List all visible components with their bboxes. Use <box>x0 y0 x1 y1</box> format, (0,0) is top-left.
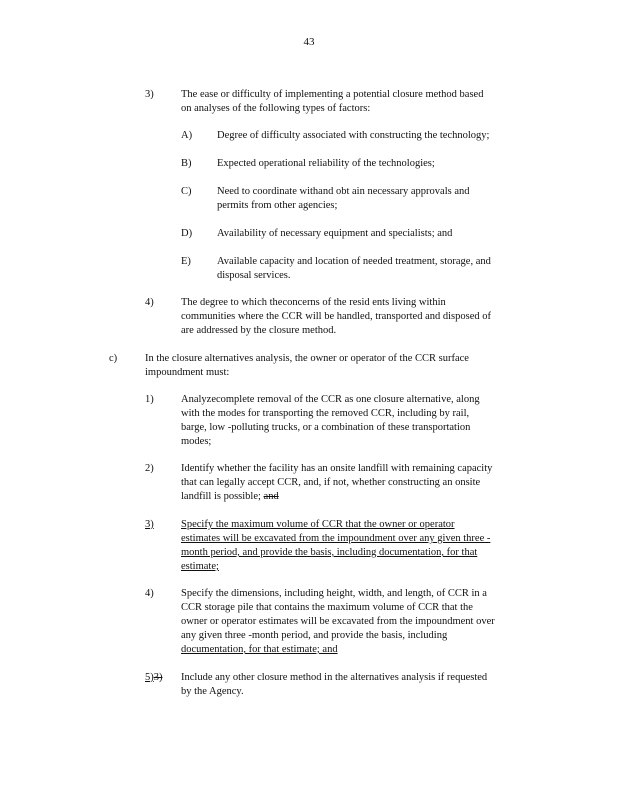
factor-item-C <box>181 185 541 213</box>
requirement-item-1 <box>145 393 545 449</box>
factor-item-4 <box>145 296 545 338</box>
factor-item-A <box>181 129 541 143</box>
deleted-text: and <box>263 491 279 502</box>
requirement-item-5 <box>145 671 545 699</box>
item-text: Expected operational reliability of the technologies; <box>217 158 435 169</box>
item-text: The ease or difficulty of implementing a potential closure method based on analyses of the following types of factors: <box>181 89 484 114</box>
page-number: 43 <box>303 36 315 48</box>
item-label: B) <box>181 158 192 169</box>
item-label: c) <box>109 353 118 364</box>
subsection-c <box>109 352 539 380</box>
item-text: Availability of necessary equipment and specialists; and <box>217 228 453 239</box>
item-text: Identify whether the facility has an onsite landfill with remaining capacity that can legally accept CCR, and, if not, whether constructing an onsite landfill is possible; and <box>181 463 493 502</box>
item-label: 3) <box>145 89 154 100</box>
item-label: E) <box>181 256 191 267</box>
old-number: 3) <box>153 672 163 683</box>
item-label: 2) <box>145 463 154 474</box>
requirement-item-3-inserted <box>145 518 545 574</box>
new-number: 5) <box>145 672 154 683</box>
item-label: 4) <box>145 297 154 308</box>
item-label: 1) <box>145 394 154 405</box>
item-text: Available capacity and location of needed treatment, storage, and disposal services. <box>217 256 491 281</box>
factor-item-3 <box>145 88 545 116</box>
factor-item-E <box>181 255 541 283</box>
item-label: C) <box>181 186 192 197</box>
item-label: A) <box>181 130 193 141</box>
requirement-item-2 <box>145 462 545 504</box>
item-text: Degree of difficulty associated with constructing the technology; <box>217 130 490 141</box>
item-text: The degree to which theconcerns of the resid ents living within communities where the CCR will be handled, transported and disposed of are addressed by the closure method. <box>181 297 491 336</box>
item-text: Specify the dimensions, including height, width, and length, of CCR in a CCR storage pile that contains the maximum volume of CCR that the owner or operator estimates will be excavated from the impoundment over any given three -month period, and provide the basis, including documentation, for that estimate; and <box>181 588 495 655</box>
item-label <box>145 671 163 685</box>
item-text: Analyzecomplete removal of the CCR as one closure alternative, along with the modes for transporting the removed CCR, including by rail, barge, low -polluting trucks, or a combination of these transportation modes; <box>181 394 480 447</box>
item-text: Include any other closure method in the alternatives analysis if requested by the Agency. <box>181 672 488 697</box>
item-text: Specify the maximum volume of CCR that the owner or operator estimates will be excavated from the impoundment over any given three - month period, and provide the basis, including documentation, for that estimate; <box>181 519 491 572</box>
item-label: 4) <box>145 588 154 599</box>
factor-item-B <box>181 157 541 171</box>
item-label: D) <box>181 228 193 239</box>
factor-item-D <box>181 227 541 241</box>
requirement-item-4 <box>145 587 545 657</box>
item-text: Need to coordinate withand obt ain necessary approvals and permits from other agencies; <box>217 186 470 211</box>
item-label: 3) <box>145 519 154 530</box>
item-text: In the closure alternatives analysis, the owner or operator of the CCR surface impoundment must: <box>145 353 469 378</box>
